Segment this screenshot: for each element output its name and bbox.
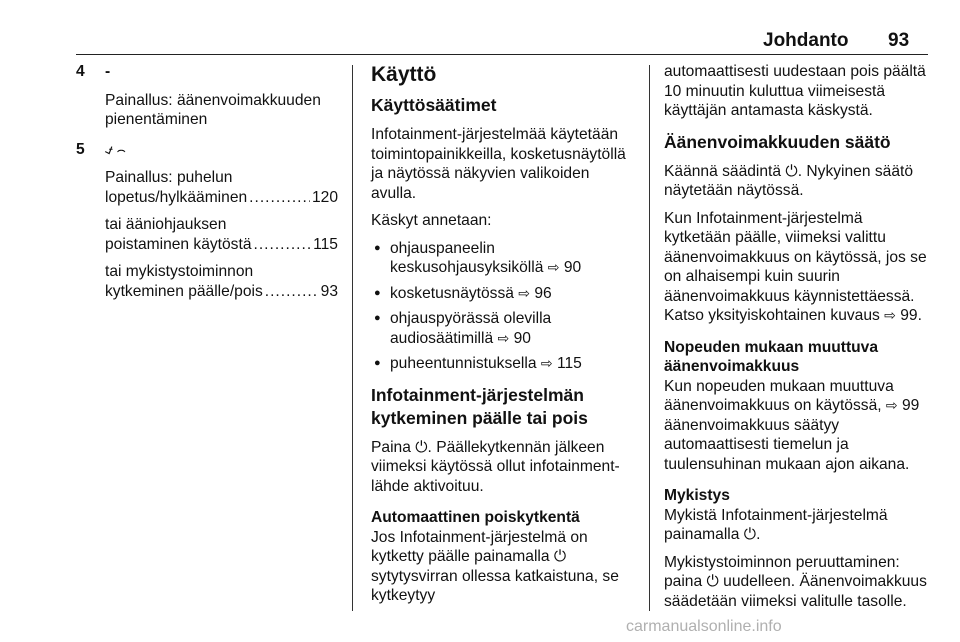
list-item-4 [76,62,338,130]
bullet-text: ohjauspyörässä olevilla audiosäätimillä [390,310,552,347]
bullet-text: ohjauspaneelin keskusohjausyksiköllä [390,239,544,276]
paragraph: Infotainment-järjestelmää käytetään toimintopainikkeilla, kosketusnäytöllä ja näytössä näkyvien valikoiden avulla. [371,126,626,202]
middle-column [371,62,635,614]
entry-line: Painallus: puhelun [105,169,233,186]
column-divider-left [352,65,353,611]
list-item [371,309,635,348]
page-ref-icon: ⇨ [884,307,896,323]
entry-line: kytkeminen päälle/pois [105,282,263,300]
leader-dots [254,235,312,255]
entry-line: lopetus/hylkääminen [105,188,248,206]
list-item [371,354,635,374]
paragraph [664,377,928,475]
page-ref[interactable]: 90 [513,329,531,347]
page-ref-icon: ⇨ [540,355,553,371]
bullet-list [371,239,635,374]
page-ref-icon: ⇨ [885,397,898,413]
subsection-heading: Infotainment-järjestelmän kytkeminen päälle tai pois [371,384,588,428]
index-entry [105,168,338,207]
entry-page[interactable]: 115 [313,235,338,253]
left-column [76,62,338,311]
page-ref[interactable]: 96 [534,284,552,302]
header-rule [76,54,928,55]
column-divider-right [649,65,650,611]
entry-page[interactable]: 120 [311,188,338,206]
paragraph-text: Kun Infotainment-järjestelmä kytketään päälle, viimeksi valittu äänenvoimakkuus on käytössä, jos se on alhaisempi kuin suurin äänenvoimakkuus käynnistettäessä. Katso yksityiskohtainen kuvaus [664,209,927,324]
item-number: 5 [76,140,85,158]
item-text: Painallus: äänenvoimakkuuden pienentäminen [105,91,321,128]
page-ref[interactable]: 99 [902,397,920,414]
paragraph: Jos Infotainment-järjestelmä on kytketty päälle painamalla ⏻ sytytysvirran ollessa katkaistuna, se kytkeytyy [371,528,619,604]
page-ref[interactable]: 90 [563,259,582,276]
minor-heading: Automaattinen poiskytkentä [371,509,580,526]
paragraph-text: äänenvoimakkuus säätyy automaattisesti tiemelun ja tuulensuhinan mukaan ajon aikana. [664,416,910,473]
paragraph-text: Kun nopeuden mukaan muuttuva äänenvoimakkuus on käytössä, [664,377,894,414]
page-number: 93 [888,30,910,51]
page-ref-icon: ⇨ [497,329,510,346]
minor-heading: Mykistys [664,487,730,504]
section-heading: Äänenvoimakkuuden säätö [664,131,891,152]
item-number: 4 [76,63,85,80]
bullet-text: kosketusnäytössä [390,284,514,302]
item-title: - [105,63,111,80]
leader-dots [265,282,319,302]
bullet-text: puheentunnistuksella [390,355,537,372]
paragraph [664,209,928,326]
index-entry [105,215,338,254]
entry-page[interactable]: 93 [320,282,338,300]
phone-hangup-icon: ⍻ ⌢ [105,140,126,157]
paragraph: Paina ⏻. Päällekytkennän jälkeen viimeksi käytössä ollut infotainment-lähde aktivoituu. [371,438,620,495]
page-header-title: Johdanto [763,30,849,51]
page-ref[interactable]: 99. [900,307,922,324]
paragraph: Käskyt annetaan: [371,212,492,229]
list-item-5 [76,140,338,302]
list-item [371,284,635,304]
paragraph: Mykistystoiminnon peruuttaminen: paina ⏻ uudelleen. Äänenvoimakkuus säädetään viimeksi valitulle tasolle. [664,553,927,610]
page-ref-icon: ⇨ [547,259,560,275]
page-ref-icon: ⇨ [518,284,531,301]
minor-heading: Nopeuden mukaan muuttuva äänenvoimakkuus [664,338,879,375]
entry-line: tai ääniohjauksen [105,216,227,233]
index-entry [105,262,338,301]
subsection-heading: Käyttösäätimet [371,95,497,115]
section-heading: Käyttö [371,63,437,86]
entry-line: poistaminen käytöstä [105,235,252,253]
paragraph: automaattisesti uudestaan pois päältä 10 minuutin kuluttua viimeisestä käyttäjän antamasta käskystä. [664,63,926,119]
watermark-text: carmanualsonline.info [626,618,782,635]
page-ref[interactable]: 115 [556,355,582,372]
paragraph: Käännä säädintä ⏻. Nykyinen säätö näytetään näytössä. [664,162,913,199]
entry-line: tai mykistystoiminnon [105,263,254,280]
paragraph: Mykistä Infotainment-järjestelmä painamalla ⏻. [664,506,888,543]
leader-dots [249,188,310,208]
list-item [371,239,635,278]
right-column [664,62,928,619]
